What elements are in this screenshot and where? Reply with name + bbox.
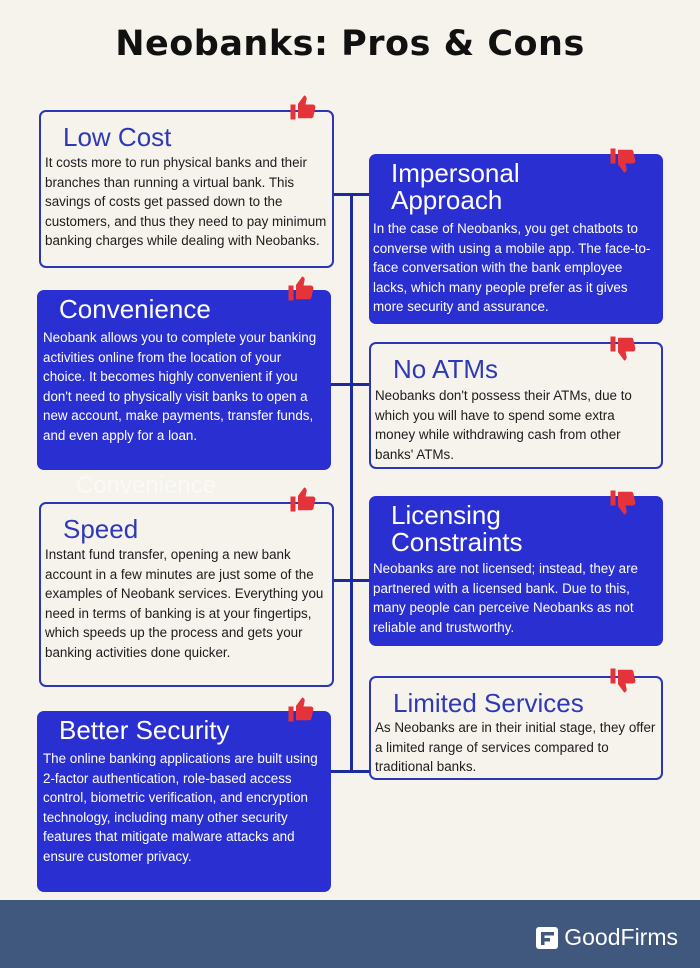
thumbs-up-icon: [288, 92, 318, 122]
thumbs-down-icon: [608, 488, 638, 518]
pro-card-speed: [39, 502, 334, 687]
spine-connector: [330, 383, 370, 386]
con-card-impersonal-approach: [369, 154, 663, 324]
ghost-label: Convenience: [76, 472, 217, 499]
brand-name: GoodFirms: [564, 924, 678, 950]
pro-text: It costs more to run physical banks and their branches than running a virtual bank. This savings of costs get passed down to the customers, and thus they need to pay minimum banking charges while dealing with Neobanks.: [45, 155, 327, 248]
con-text: Neobanks are not licensed; instead, they are partnered with a licensed bank. Due to this, many people can perceive Neobanks as not reliable and trustworthy.: [373, 561, 639, 635]
pro-card-convenience: [37, 290, 331, 470]
con-text: As Neobanks are in their initial stage, they offer a limited range of services compared to traditional banks.: [375, 720, 656, 774]
thumbs-up-icon: [286, 273, 316, 303]
spine-connector: [333, 579, 369, 582]
pro-heading: Convenience: [59, 294, 211, 324]
page-title: Neobanks: Pros & Cons: [115, 24, 585, 64]
goodfirms-logo-icon: [536, 927, 558, 949]
con-heading: No ATMs: [393, 354, 498, 384]
spine-vertical: [350, 195, 353, 770]
thumbs-down-icon: [608, 334, 638, 364]
pro-card-low-cost: [39, 110, 334, 268]
brand-logo[interactable]: [536, 924, 678, 951]
con-heading: Limited Services: [393, 688, 584, 718]
thumbs-up-icon: [286, 694, 316, 724]
con-heading: Impersonal Approach: [391, 158, 520, 215]
con-text: Neobanks don't possess their ATMs, due to which you will have to spend some extra money while withdrawing cash from other banks' ATMs.: [375, 388, 632, 462]
pro-card-better-security: [37, 711, 331, 892]
thumbs-down-icon: [608, 146, 638, 176]
thumbs-down-icon: [608, 666, 638, 696]
pro-heading: Speed: [63, 514, 139, 544]
thumbs-up-icon: [288, 484, 318, 514]
spine-connector: [333, 193, 369, 196]
footer-bar: [0, 900, 700, 968]
pro-text: Instant fund transfer, opening a new bank account in a few minutes are just some of the examples of Neobank services. Everything you need in terms of banking is at your fingertips, which speeds up the process and gets your banking activities done quicker.: [45, 547, 324, 660]
pro-text: Neobank allows you to complete your banking activities online from the location of your choice. It becomes highly convenient if you don't need to physically visit banks to open a new account, make payments, transfer funds, and even apply for a loan.: [43, 330, 317, 443]
con-text: In the case of Neobanks, you get chatbots to converse with using a mobile app. The face-to-face conversation with the bank employee lacks, which many people prefer as it gives more security and assurance.: [373, 221, 651, 314]
pro-heading: Better Security: [59, 715, 230, 745]
spine-connector: [330, 770, 370, 773]
con-heading: Licensing Constraints: [391, 500, 523, 557]
pro-heading: Low Cost: [63, 122, 172, 152]
pro-text: The online banking applications are built using 2-factor authentication, role-based access control, biometric verification, and encryption technology, including many other security features that mitigate malware attacks and ensure customer privacy.: [43, 751, 318, 864]
con-card-licensing-constraints: [369, 496, 663, 646]
